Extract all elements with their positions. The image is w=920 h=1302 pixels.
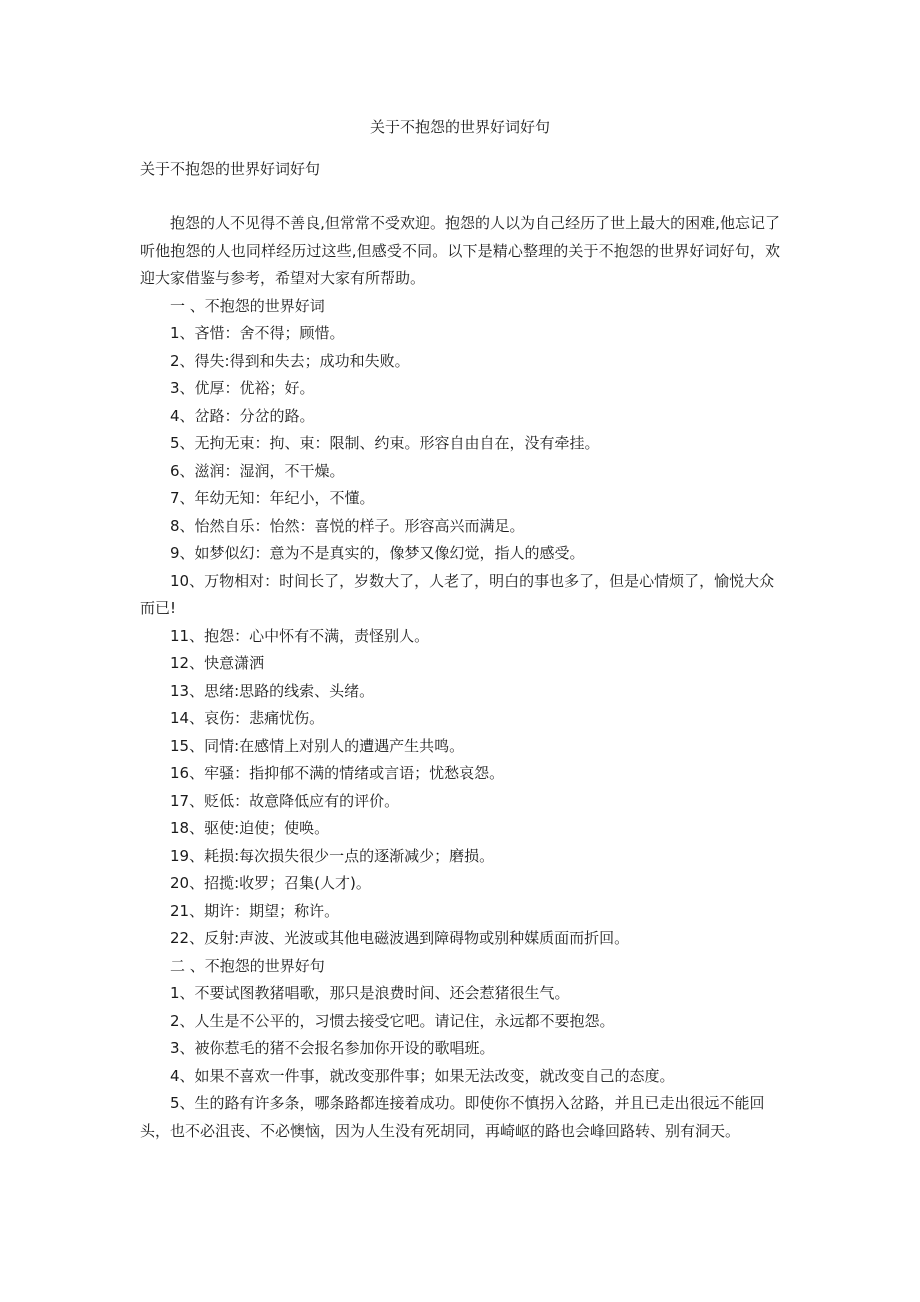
list-item: 8、怡然自乐：怡然：喜悦的样子。形容高兴而满足。 [170, 516, 525, 535]
document-subtitle: 关于不抱怨的世界好词好句 [140, 160, 321, 178]
list-item: 21、期许：期望；称许。 [170, 901, 340, 920]
list-item: 3、优厚：优裕；好。 [170, 379, 315, 397]
list-item: 17、贬低：故意降低应有的评价。 [170, 791, 400, 810]
list-item: 5、无拘无束：拘、束：限制、约束。形容自由自在，没有牵挂。 [170, 434, 600, 452]
list-item: 10、万物相对：时间长了，岁数大了，人老了，明白的事也多了，但是心情烦了，愉悦大众而已! [140, 571, 775, 617]
list-item: 14、哀伤：悲痛忧伤。 [170, 709, 325, 727]
list-item: 7、年幼无知：年纪小，不懂。 [170, 489, 375, 507]
list-item: 1、吝惜：舍不得；顾惜。 [170, 324, 345, 342]
document-body [140, 210, 780, 1145]
list-item: 13、思绪:思路的线索、头绪。 [170, 681, 375, 700]
list-item: 18、驱使:迫使；使唤。 [170, 819, 330, 837]
section-heading-words: 一 、不抱怨的世界好词 [170, 296, 325, 315]
section-heading-sentences: 二 、不抱怨的世界好句 [170, 956, 325, 975]
document-title: 关于不抱怨的世界好词好句 [369, 118, 550, 136]
list-item: 2、得失:得到和失去；成功和失败。 [170, 351, 410, 370]
intro-paragraph: 抱怨的人不见得不善良,但常常不受欢迎。抱怨的人以为自己经历了世上最大的困难,他忘记了听他抱怨的人也同样经历过这些,但感受不同。以下是精心整理的关于不抱怨的世界好词好句，欢迎大家借鉴与参考，希望对大家有所帮助。 [140, 214, 780, 287]
list-item: 4、如果不喜欢一件事，就改变那件事；如果无法改变，就改变自己的态度。 [170, 1066, 675, 1085]
list-item: 6、滋润：湿润，不干燥。 [170, 461, 345, 480]
list-item: 12、快意潇洒 [170, 654, 265, 672]
list-item: 20、招揽:收罗；召集(人才)。 [170, 874, 371, 892]
list-item: 5、生的路有许多条，哪条路都连接着成功。即使你不慎拐入岔路，并且已走出很远不能回头，也不必沮丧、不必懊恼，因为人生没有死胡同，再崎岖的路也会峰回路转、别有洞天。 [140, 1094, 765, 1140]
list-item: 4、岔路：分岔的路。 [170, 406, 315, 425]
list-item: 11、抱怨：心中怀有不满，责怪别人。 [170, 626, 430, 645]
list-item: 2、人生是不公平的，习惯去接受它吧。请记住，永远都不要抱怨。 [170, 1011, 615, 1030]
list-item: 22、反射:声波、光波或其他电磁波遇到障碍物或别种媒质面而折回。 [170, 929, 630, 947]
list-item: 15、同情:在感情上对别人的遭遇产生共鸣。 [170, 736, 465, 755]
list-item: 3、被你惹毛的猪不会报名参加你开设的歌唱班。 [170, 1039, 495, 1057]
list-item: 9、如梦似幻：意为不是真实的，像梦又像幻觉，指人的感受。 [170, 544, 585, 562]
list-item: 16、牢骚：指抑郁不满的情绪或言语；忧愁哀怨。 [170, 764, 505, 782]
list-item: 19、耗损:每次损失很少一点的逐渐减少；磨损。 [170, 846, 495, 865]
list-item: 1、不要试图教猪唱歌，那只是浪费时间、还会惹猪很生气。 [170, 984, 570, 1002]
